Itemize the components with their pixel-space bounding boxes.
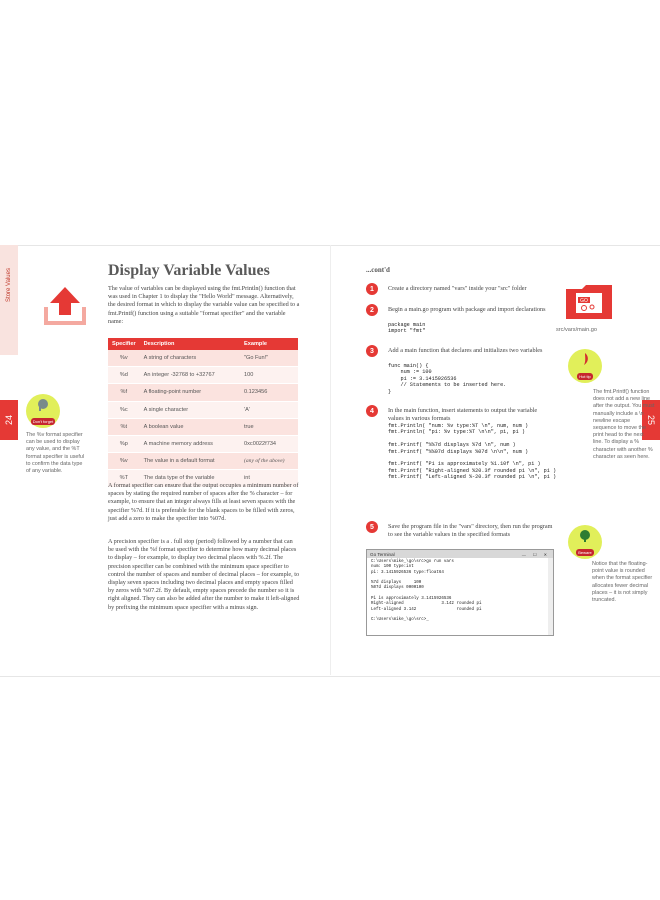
code-block: package main import "fmt" bbox=[388, 322, 426, 335]
format-specifier-table bbox=[108, 338, 298, 488]
table-row bbox=[108, 384, 298, 401]
beware-tag: Beware bbox=[578, 550, 592, 555]
hot-tip-tag: Hot tip bbox=[579, 374, 591, 379]
table-cell: %d bbox=[108, 367, 140, 384]
table-cell: "Go Fun!" bbox=[240, 350, 298, 367]
table-cell: A single character bbox=[140, 401, 240, 418]
table-cell: %v bbox=[108, 350, 140, 367]
chili-icon bbox=[579, 352, 591, 366]
step-number: 3 bbox=[366, 345, 378, 357]
step-number: 5 bbox=[366, 521, 378, 533]
code-lines: } bbox=[388, 388, 392, 395]
table-cell: 0.123456 bbox=[240, 384, 298, 401]
step-text: Begin a main.go program with package and import declarations bbox=[388, 306, 546, 313]
table-cell: %T bbox=[108, 470, 140, 487]
code-block: fmt.Println( "num: %v type:%T \n", num, num ) fmt.Println( "pi: %v type:%T \n\n", pi, pi ) fmt.Printf( "%%7d displays %7d \n", num ) fmt.Printf( "%%07d displays %07d \n\n", num ) fmt.Printf( "Pi is approximately %1.10f \n", pi ) fmt.Printf( "Right-aligned %20.3f rounded pi \n", pi ) fmt.Printf( "Left-aligned %-20.3f rounded pi \n", pi ) bbox=[388, 423, 557, 481]
table-cell: An integer -32768 to +32767 bbox=[140, 367, 240, 384]
upload-icon bbox=[40, 283, 90, 331]
table-row bbox=[108, 367, 298, 384]
table-cell: %f bbox=[108, 384, 140, 401]
table-header-row bbox=[108, 338, 298, 350]
table-cell: %v bbox=[108, 453, 140, 470]
plant-icon bbox=[578, 529, 592, 543]
spine-divider bbox=[330, 245, 331, 675]
table-cell: A floating-point number bbox=[140, 384, 240, 401]
table-cell: 0xc0022f734 bbox=[240, 435, 298, 452]
hot-tip-badge bbox=[568, 349, 602, 383]
table-cell: %p bbox=[108, 435, 140, 452]
table-row bbox=[108, 350, 298, 367]
window-controls-icon[interactable]: — ☐ ✕ bbox=[521, 551, 550, 557]
terminal-window bbox=[366, 549, 554, 636]
folder-badge: GO bbox=[580, 298, 588, 304]
code-lines: func main() { num := 100 pi := 3.1415926536 bbox=[388, 363, 457, 382]
side-tab-label: Store Values bbox=[6, 268, 12, 302]
table-header: Example bbox=[240, 338, 298, 350]
table-cell: A string of characters bbox=[140, 350, 240, 367]
beware-badge bbox=[568, 525, 602, 559]
folder-icon bbox=[566, 283, 612, 319]
dont-forget-badge bbox=[26, 394, 60, 428]
page-number-left: 24 bbox=[0, 400, 18, 440]
page-title: Display Variable Values bbox=[108, 262, 270, 279]
table-cell: 'A' bbox=[240, 401, 298, 418]
precision-paragraph: A precision specifier is a . full stop (period) followed by a number that can be used with the %f format specifier to determine how many decimal places to display – for example, to display two decimal places with %.2f. The precision specifier can be combined with the minimum space specifier to control the number of spaces and number of decimal places – for example, to display seven spaces including two decimal places and empty spaces filled by zeros with %07.2f. By default, empty spaces precede the number so it is right aligned. They can also be added after the number to make it left-aligned by prefixing the minimum space specifier with a minus sign. bbox=[108, 538, 300, 611]
table-cell: A machine memory address bbox=[140, 435, 240, 452]
min-spaces-paragraph: A format specifier can ensure that the output occupies a minimum number of spaces by stating the required number of spaces after the % character – for example, to ensure that an integer always fills at least seven spaces with the specifier %7d. If it is preferable for the blank spaces to be filled with zeros, just add a zero to make the specifier into %07d. bbox=[108, 482, 299, 522]
beware-note: Notice that the floating-point value is rounded when the format specifier allocates fewer decimal places – it is not simply truncated. bbox=[592, 561, 653, 604]
hot-tip-note: The fmt.Printf() function does not add a new line after the output. You must manually include a \n newline escape sequence to move the print head to the next line. To display a % character with another % character as seen here. bbox=[593, 389, 655, 460]
step-text: Add a main function that declares and initializes two variables bbox=[388, 347, 543, 354]
table-row bbox=[108, 453, 298, 470]
step-text: Save the program file in the "vars" directory, then run the program to see the variable values in the specified formats bbox=[388, 523, 553, 538]
table-cell: 100 bbox=[240, 367, 298, 384]
folder-label: src/vars/main.go bbox=[556, 327, 598, 333]
table-cell: (any of the above) bbox=[240, 453, 298, 470]
table-cell: A boolean value bbox=[140, 418, 240, 435]
code-comment: // Statements to be inserted here. bbox=[388, 382, 507, 389]
table-cell: The value in a default format bbox=[140, 453, 240, 470]
terminal-scrollbar[interactable] bbox=[548, 558, 553, 635]
table-row bbox=[108, 418, 298, 435]
terminal-output: C:\Users\mike_\go\src>go run vars num: 100 type:int pi: 3.1415926536 type:float64 %7d displays 100 %07d displays 0000100 Pi is approximately 3.1415926536 Right-aligned 3.142 rounded pi Left-aligned 3.142 rounded pi C:\Users\mike_\go\src>_ bbox=[371, 560, 482, 623]
intro-paragraph: The value of variables can be displayed using the fmt.Println() function that was used in Chapter 1 to display the "Hello World" message. Alternatively, the desired format in which to display the variable value can be specified to a fmt.Printf() function using a suitable "format specifier" and the variable name: bbox=[108, 285, 300, 325]
table-cell: The data type of the variable bbox=[140, 470, 240, 487]
step-number: 1 bbox=[366, 283, 378, 295]
table-cell: %c bbox=[108, 401, 140, 418]
table-row bbox=[108, 401, 298, 418]
step-number: 4 bbox=[366, 405, 378, 417]
code-block bbox=[388, 363, 506, 395]
continued-heading: ...cont'd bbox=[366, 266, 390, 274]
table-cell: int bbox=[240, 470, 298, 487]
table-cell: true bbox=[240, 418, 298, 435]
terminal-title: Go Terminal bbox=[370, 551, 395, 557]
page-number-right: 25 bbox=[642, 400, 660, 440]
step-number: 2 bbox=[366, 304, 378, 316]
table-header: Specifier bbox=[108, 338, 140, 350]
dont-forget-note: The %v format specifier can be used to display any value, and the %T format specifier is useful to confirm the data type of any variable. bbox=[26, 432, 85, 475]
elephant-icon bbox=[36, 398, 50, 412]
step-text: In the main function, insert statements to output the variable values in various formats bbox=[388, 407, 538, 422]
table-header: Description bbox=[140, 338, 240, 350]
terminal-title-bar bbox=[367, 550, 553, 558]
table-cell: %t bbox=[108, 418, 140, 435]
dont-forget-tag: Don't forget bbox=[32, 419, 54, 424]
table-row bbox=[108, 435, 298, 452]
step-text: Create a directory named "vars" inside your "src" folder bbox=[388, 285, 527, 292]
